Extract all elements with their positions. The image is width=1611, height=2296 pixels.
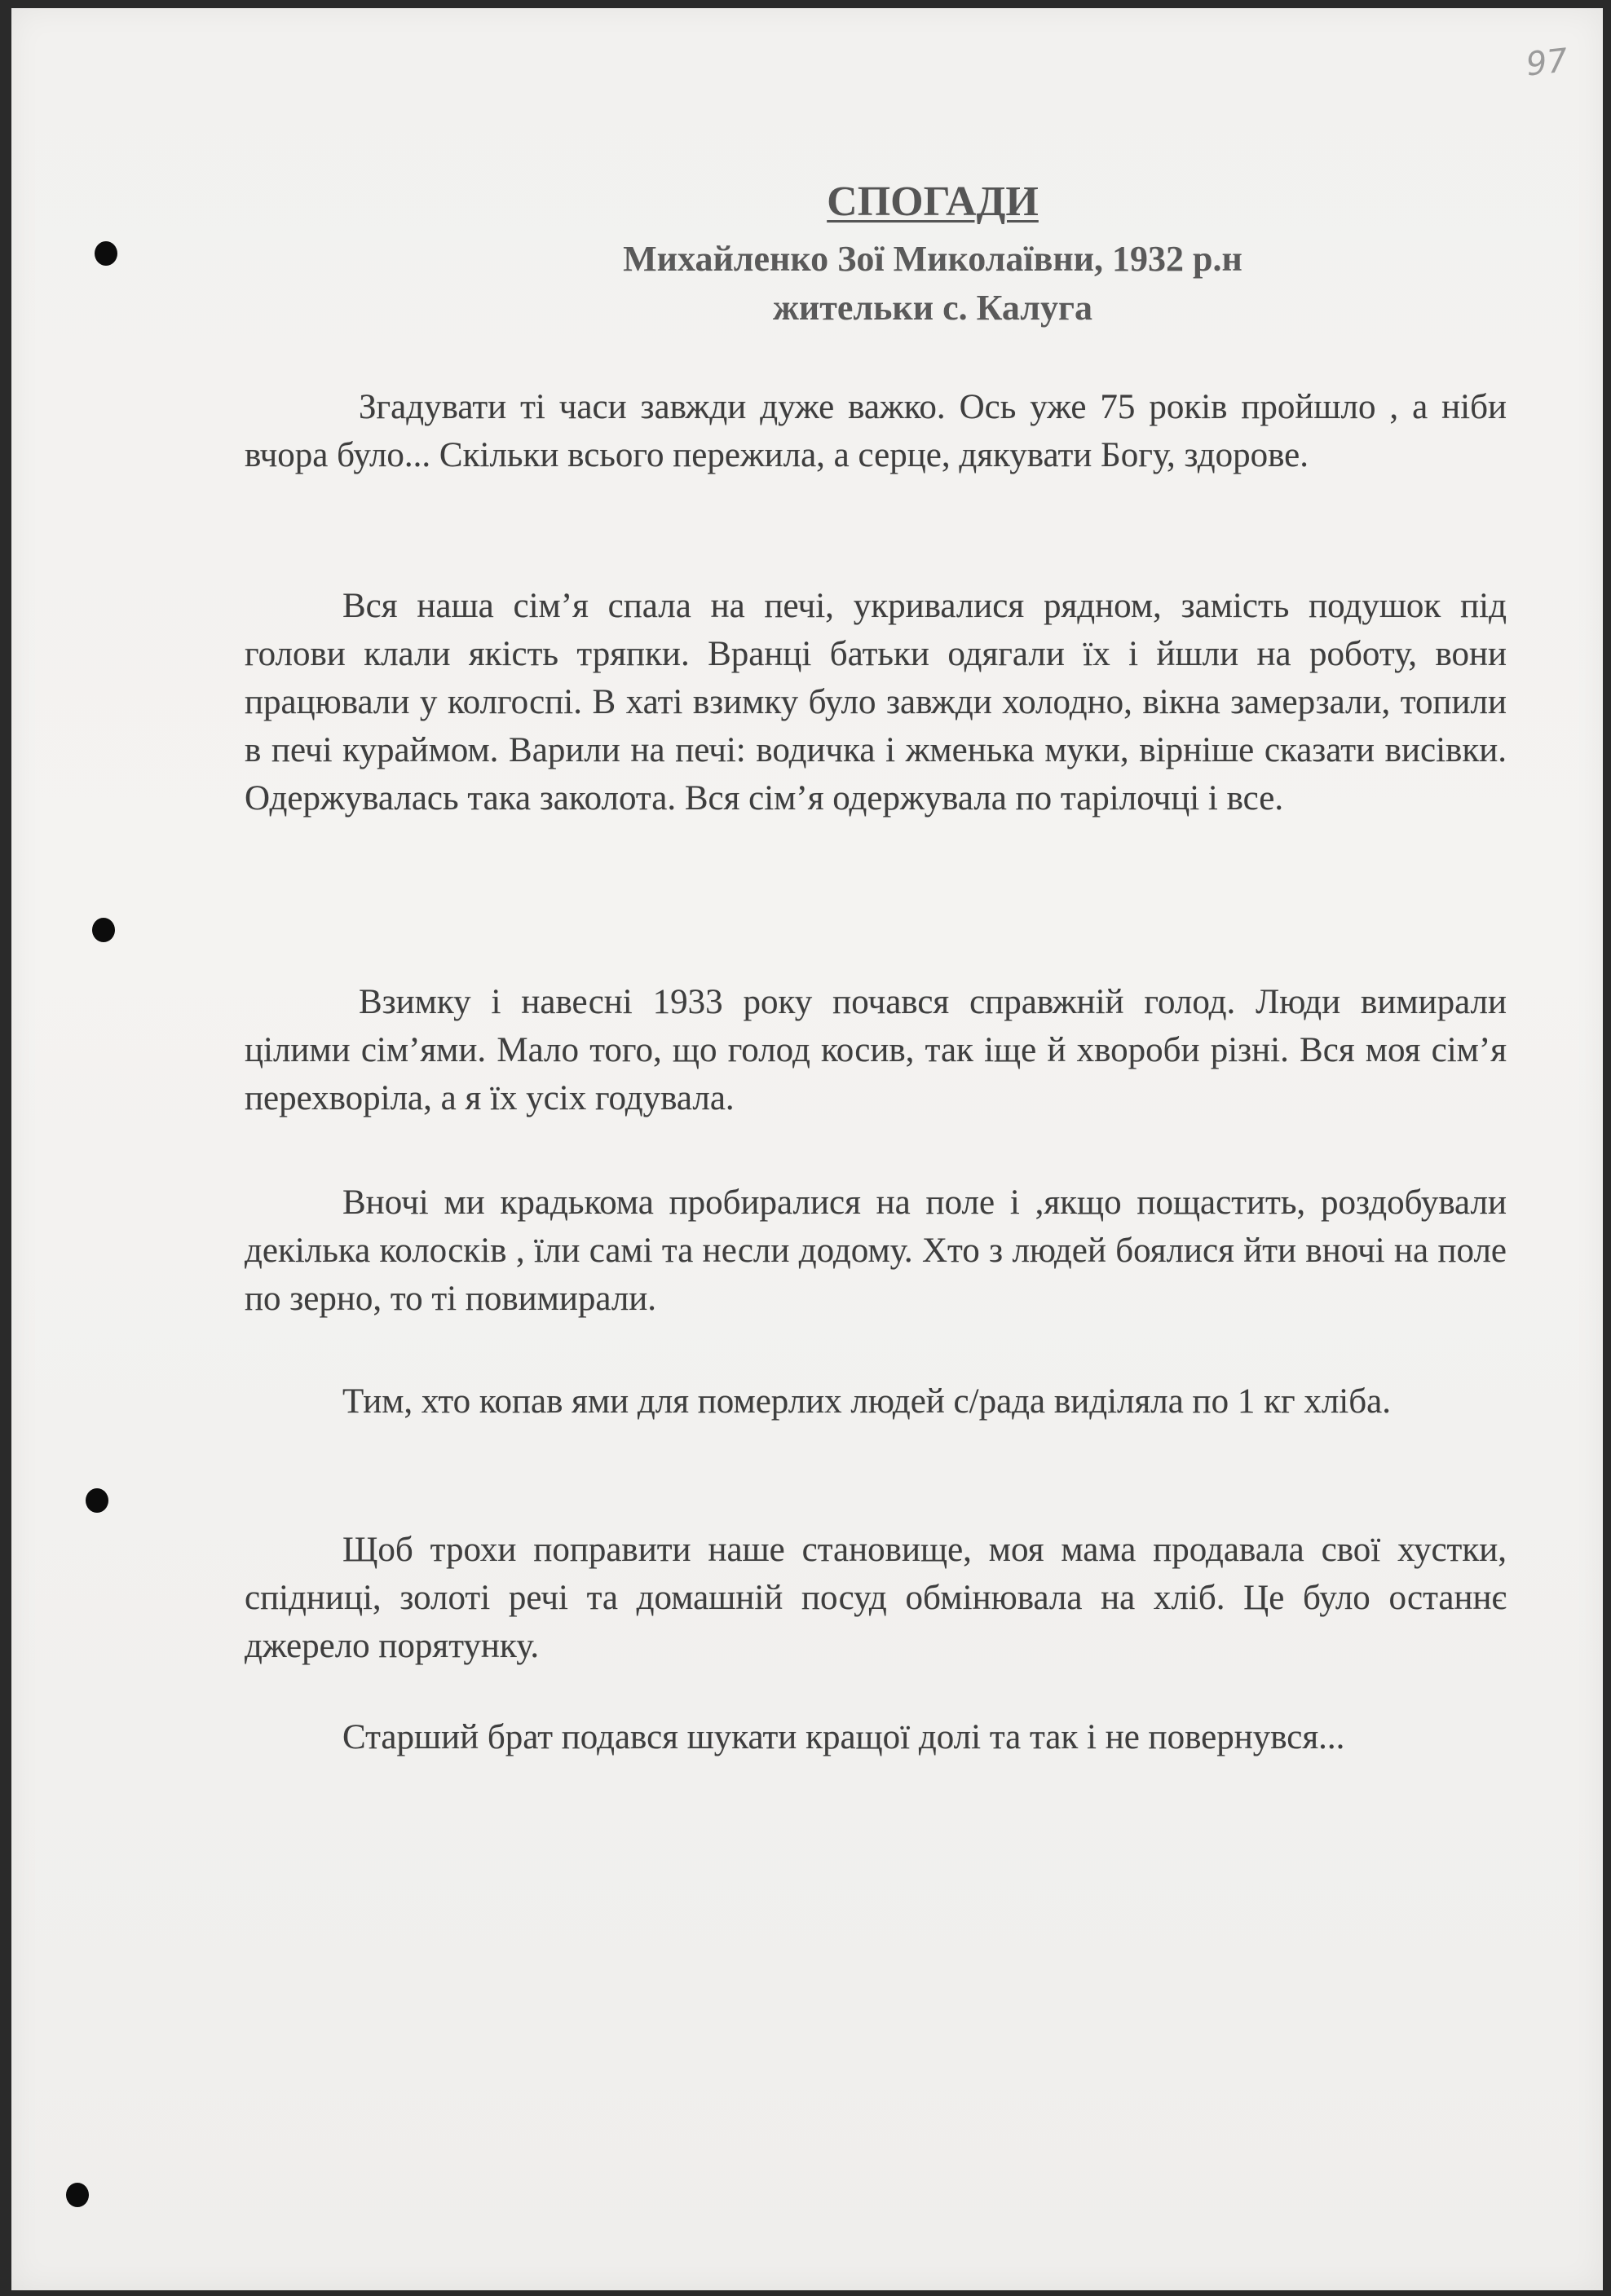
- punch-hole: [86, 1488, 108, 1513]
- punch-hole: [92, 918, 115, 942]
- paragraph: Згадувати ті часи завжди дуже важко. Ось уже 75 років пройшло , а ніби вчора було... Скільки всього пережила, а серце, дякувати Богу, здорове.: [245, 388, 1507, 474]
- document-residence: жительки с. Калуга: [773, 288, 1092, 328]
- punch-hole: [95, 241, 117, 266]
- paragraph: Вночі ми крадькома пробиралися на поле і ,якщо пощастить, роздобували декілька колосків , їли самі та несли додому. Хто з людей боялися йти вночі на поле по зерно, то ті повимирали.: [245, 1183, 1507, 1318]
- page-number: 97: [1524, 42, 1570, 84]
- document-title: СПОГАДИ: [827, 178, 1039, 225]
- paragraph: Щоб трохи поправити наше становище, моя мама продавала свої хустки, спідниці, золоті речі та домашній посуд обмінювала на хліб. Це було останнє джерело порятунку.: [245, 1531, 1507, 1665]
- document-page: [11, 8, 1603, 2290]
- document-subtitle: Михайленко Зої Миколаївни, 1932 р.н: [623, 239, 1242, 279]
- paragraph: Взимку і навесні 1933 року почався справжній голод. Люди вимирали цілими сім’ями. Мало того, що голод косив, так іще й хвороби різні. Вся моя сім’я перехворіла, а я їх усіх годувала.: [245, 983, 1507, 1117]
- paragraph: Старший брат подався шукати кращої долі та так і не повернувся...: [342, 1718, 1345, 1756]
- punch-hole: [66, 2183, 89, 2207]
- paragraph: Тим, хто копав ями для померлих людей с/рада виділяла по 1 кг хліба.: [342, 1382, 1391, 1421]
- paragraph: Вся наша сім’я спала на печі, укривалися рядном, замість подушок під голови клали якість тряпки. Вранці батьки одягали їх і йшли на роботу, вони працювали у колгоспі. В хаті взимку було завжди холодно, вікна замерзали, топили в печі кураймом. Варили на печі: водичка і жменька муки, вірніше сказати висівки. Одержувалась така заколота. Вся сім’я одержувала по тарілочці і все.: [245, 587, 1507, 817]
